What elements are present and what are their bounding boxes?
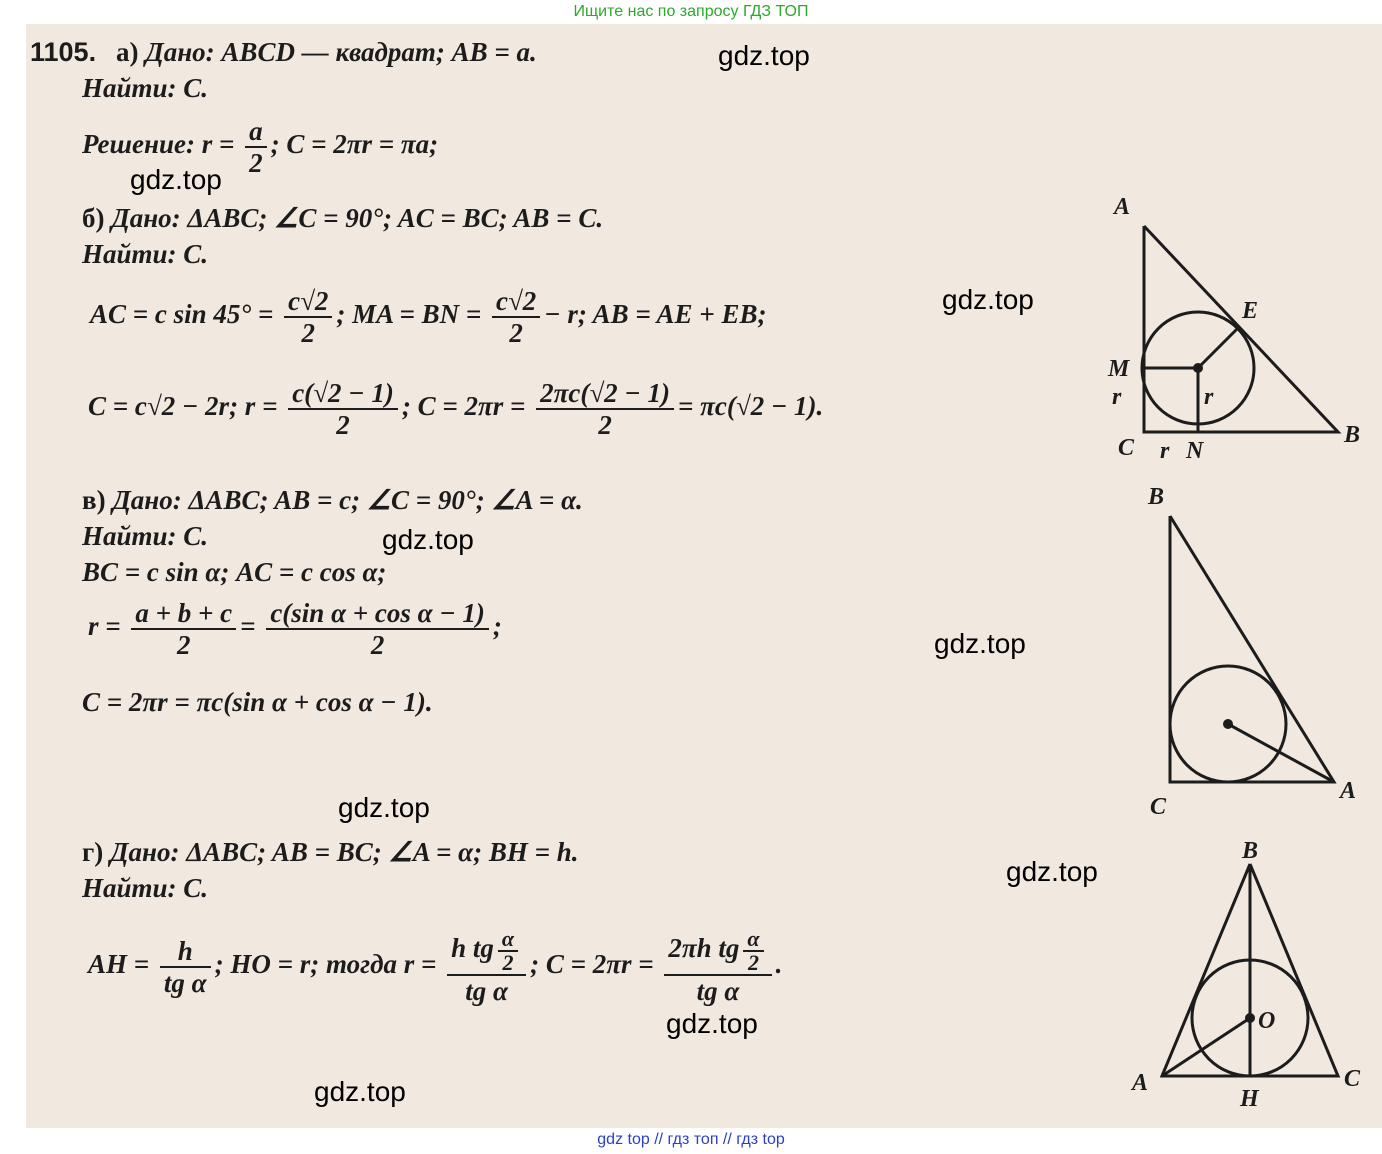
fraction: 2πh tg $\frac{\alpha}{2}$ tg α [664,928,771,1006]
label-m: M [1108,356,1130,382]
part-a-find: Найти: C. [82,73,209,103]
label-e: E [1242,298,1259,324]
part-v-given: в) Дано: ΔABC; AB = c; ∠C = 90°; ∠A = α. [82,485,583,515]
watermark: gdz.top [666,1008,758,1039]
label-h: H [1240,1086,1259,1112]
label-a: A [1340,778,1357,804]
watermark: gdz.top [382,524,474,555]
problem-number: 1105. [30,37,97,67]
label-r: r [1112,384,1122,410]
watermark: gdz.top [130,164,222,195]
figure-right-triangle [1130,480,1382,830]
part-b-given: б) Дано: ΔABC; ∠C = 90°; AC = BC; AB = C. [82,203,604,233]
watermark: gdz.top [942,284,1034,315]
watermark: gdz.top [338,792,430,823]
figure-isosceles-triangle [1130,834,1382,1124]
bottom-footer: gdz top // гдз топ // гдз top [597,1131,785,1148]
part-g-formula: AH = $\frac{h}{\text{tg α}}$ ; HO = r; тогда r = h tg $\frac{\alpha}{2}$ tg α ; C = 2πr = 2πh tg $\frac{\alpha}{2}$ tg α . [88,926,783,1006]
label-c: C [1150,794,1167,820]
figure-right-isosceles-triangle [1100,190,1382,470]
label-r: r [1204,384,1214,410]
watermark: gdz.top [718,40,810,71]
fraction: $\frac{c√2}{2}$ [492,286,540,348]
fraction: $\frac{\text{c(sin α + cos α − 1)}}{2}$ [266,598,489,660]
label-b: B [1344,422,1361,448]
label-c: C [1344,1066,1361,1092]
label-a: A [1114,194,1131,220]
fraction: $\frac{c√2}{2}$ [284,286,332,348]
watermark: gdz.top [314,1076,406,1107]
part-b-find: Найти: C. [82,239,209,269]
fraction: $\frac{c(√2 - 1)}{2}$ [288,378,398,440]
textbook-page [26,24,1382,1128]
part-g-find: Найти: C. [82,873,209,903]
label-b: B [1148,484,1165,510]
part-b-line-2: C = c√2 − 2r; r = $\frac{c(√2 - 1)}{2}$ ; C = 2πr = $\frac{2\pi c(√2 - 1)}{2}$ = πc(√2 − 1). [88,378,824,440]
fraction: h tg $\frac{\alpha}{2}$ tg α [447,928,526,1006]
part-b-line-1: AC = c sin 45° = $\frac{c√2}{2}$ ; MA = BN = $\frac{c√2}{2}$ − r; AB = AE + EB; [90,286,767,348]
fraction: $\frac{h}{\text{tg α}}$ [160,936,211,998]
fraction: $\frac{a}{2}$ [245,116,267,178]
part-a-given: а) Дано: ABCD — квадрат; AB = a. [116,37,537,67]
part-g-given: г) Дано: ΔABC; AB = BC; ∠A = α; BH = h. [82,837,579,867]
part-v-line-1: BC = c sin α; AC = c cos α; [82,557,387,587]
watermark: gdz.top [1006,856,1098,887]
part-v-line-3: C = 2πr = πc(sin α + cos α − 1). [82,687,433,717]
label-b: B [1242,838,1259,864]
label-n: N [1186,438,1204,464]
watermark: gdz.top [934,628,1026,659]
part-a-solution: Решение: r = $\frac{a}{2}$ ; C = 2πr = πa; [82,116,439,178]
label-r: r [1160,438,1170,464]
part-v-find: Найти: C. [82,521,209,551]
fraction: $\frac{2\pi c(√2 - 1)}{2}$ [536,378,674,440]
top-banner: Ищите нас по запросу ГДЗ ТОП [573,3,809,20]
label-a: A [1132,1070,1149,1096]
fraction: $\frac{a + b + c}{2}$ [131,598,236,660]
part-v-line-2: r = $\frac{a + b + c}{2}$ = $\frac{\text{c(sin α + cos α − 1)}}{2}$ ; [88,598,502,660]
label-o: O [1258,1008,1276,1034]
label-c: C [1118,435,1135,461]
